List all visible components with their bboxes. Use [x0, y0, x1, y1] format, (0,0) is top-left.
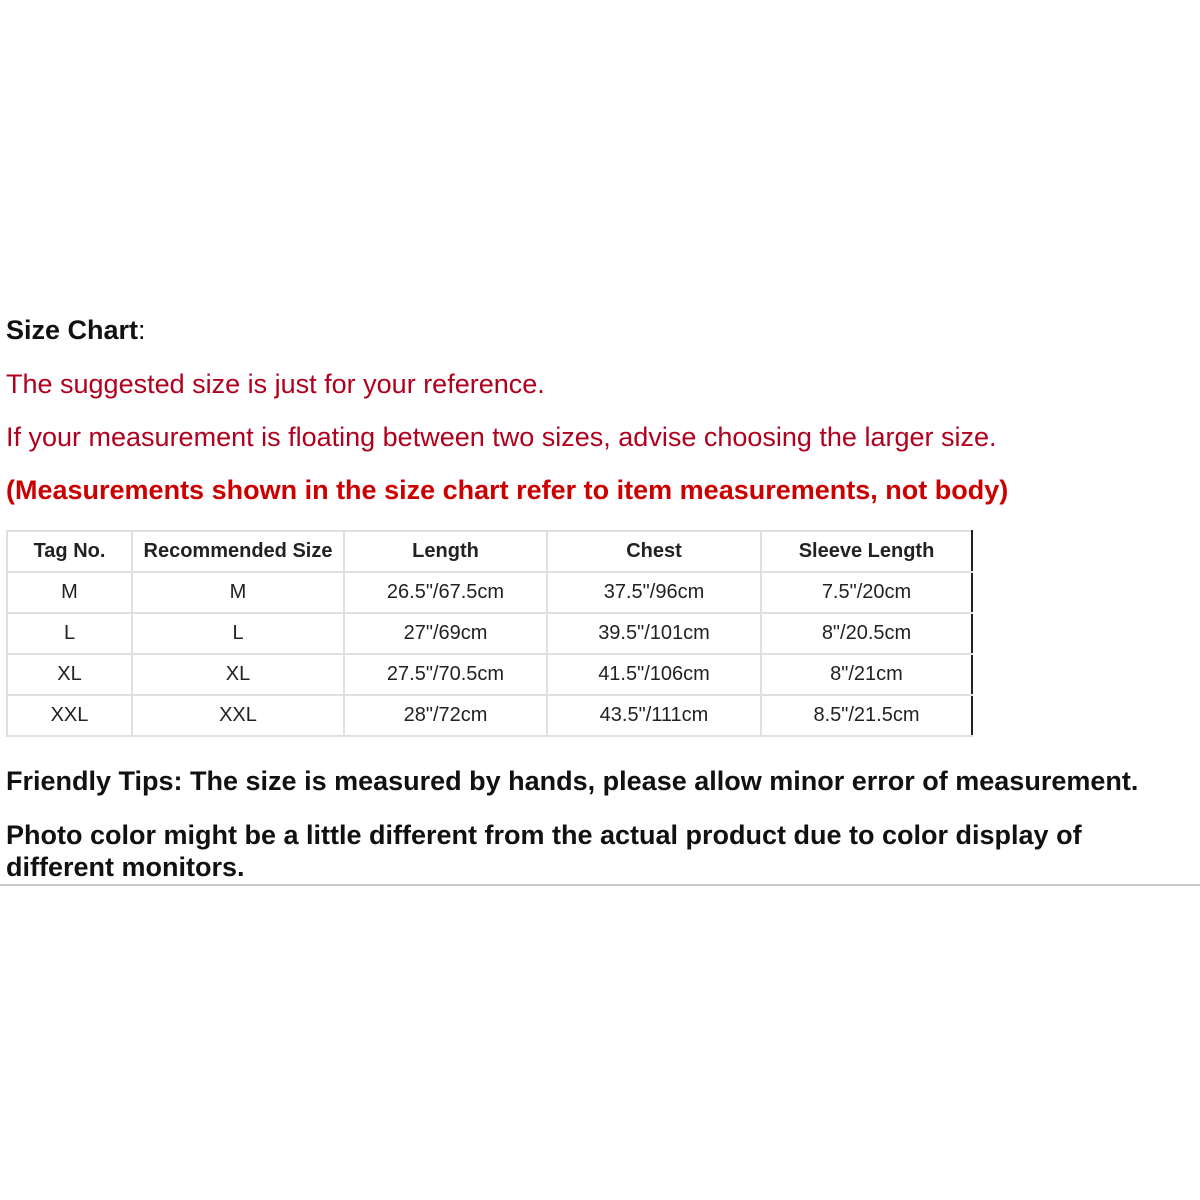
- table-cell: L: [7, 613, 132, 654]
- measurement-disclaimer: (Measurements shown in the size chart refer to item measurements, not body): [6, 475, 1009, 505]
- table-row: [7, 613, 972, 654]
- photo-color-note: Photo color might be a little different from the actual product due to color display of different monitors.: [6, 820, 1082, 882]
- table-cell: 39.5"/101cm: [547, 613, 761, 654]
- table-cell: 8"/20.5cm: [761, 613, 972, 654]
- size-table: [6, 530, 973, 737]
- table-row: [7, 572, 972, 613]
- table-header-row: [7, 531, 972, 572]
- table-cell: XXL: [7, 695, 132, 736]
- table-cell: XL: [132, 654, 344, 695]
- friendly-tips: Friendly Tips: The size is measured by hands, please allow minor error of measurement.: [6, 766, 1139, 796]
- header-length: Length: [344, 531, 547, 572]
- table-cell: 41.5"/106cm: [547, 654, 761, 695]
- header-recommended-size: Recommended Size: [132, 531, 344, 572]
- table-cell: L: [132, 613, 344, 654]
- reference-note: The suggested size is just for your reference.: [6, 369, 545, 399]
- table-cell: 8"/21cm: [761, 654, 972, 695]
- table-cell: 7.5"/20cm: [761, 572, 972, 613]
- table-cell: XXL: [132, 695, 344, 736]
- header-tag-no: Tag No.: [7, 531, 132, 572]
- table-row: [7, 695, 972, 736]
- table-cell: 27"/69cm: [344, 613, 547, 654]
- table-row: [7, 654, 972, 695]
- table-cell: M: [7, 572, 132, 613]
- table-cell: 37.5"/96cm: [547, 572, 761, 613]
- header-chest: Chest: [547, 531, 761, 572]
- table-cell: 8.5"/21.5cm: [761, 695, 972, 736]
- title-text: Size Chart: [6, 315, 139, 345]
- table-cell: M: [132, 572, 344, 613]
- title-colon: :: [138, 315, 146, 345]
- table-cell: 43.5"/111cm: [547, 695, 761, 736]
- size-chart-title: [6, 315, 146, 346]
- table-cell: 27.5"/70.5cm: [344, 654, 547, 695]
- table-cell: 26.5"/67.5cm: [344, 572, 547, 613]
- divider: [0, 884, 1200, 886]
- table-cell: XL: [7, 654, 132, 695]
- table-cell: 28"/72cm: [344, 695, 547, 736]
- sizing-advice-note: If your measurement is floating between two sizes, advise choosing the larger size.: [6, 422, 997, 452]
- header-sleeve-length: Sleeve Length: [761, 531, 972, 572]
